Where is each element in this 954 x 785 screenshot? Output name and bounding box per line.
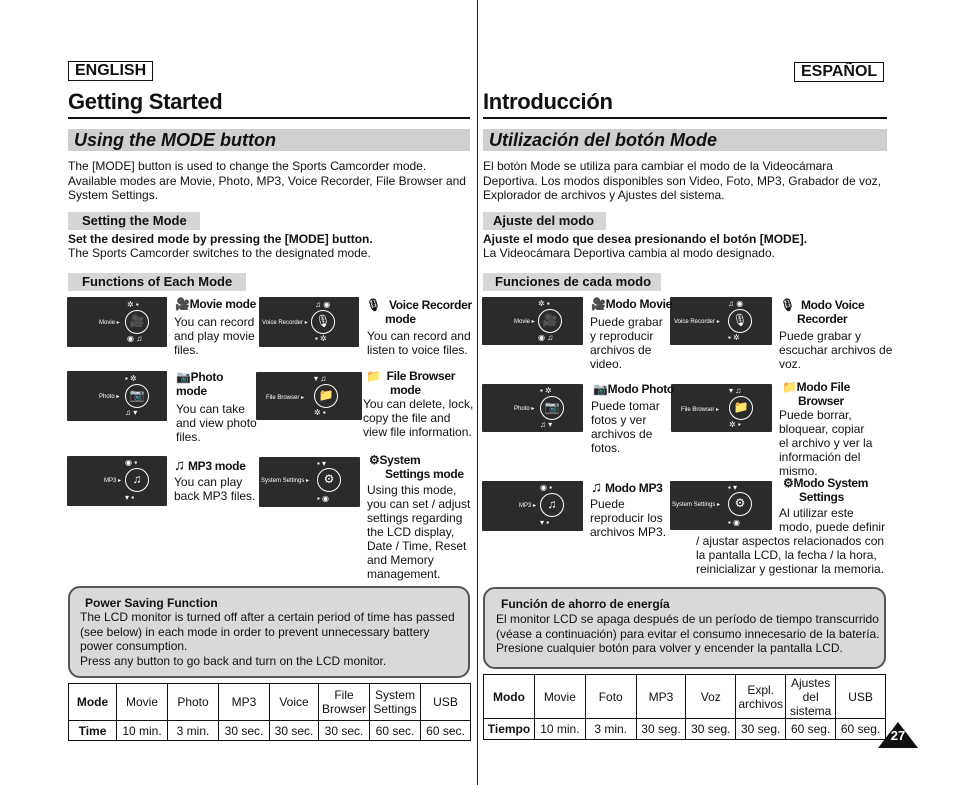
microphone-icon: 🎙	[311, 310, 335, 334]
intro-text-spanish: El botón Mode se utiliza para cambiar el modo de la Videocámara Deportiva. Los modos disponibles son Video, Foto, MP3, Grabador de voz, Explorador de archivos y Ajustes del sistema.	[483, 159, 881, 202]
subheading-setting-mode: Setting the Mode	[68, 212, 200, 230]
photo-mode-text-es: Puede tomar fotos y ver archivos de fotos.	[591, 399, 660, 455]
voice-mode-text-es: Puede grabar y escuchar archivos de voz.	[779, 329, 893, 371]
movie-icon: 🎥	[591, 297, 606, 311]
language-label-english: ENGLISH	[68, 61, 153, 81]
lcd-photo-mode: Photo ▸ 📷 ▪ ✲ ♫ ▾	[67, 371, 167, 421]
file-browser-mode-heading-es: 📁Modo File Browser	[782, 380, 850, 408]
gear-icon: ⚙	[317, 468, 341, 492]
microphone-icon: 🎙	[366, 298, 381, 312]
mp3-mode-text-es: Puede reproducir los archivos MP3.	[590, 497, 667, 539]
lcd-movie-mode: Movie ▸ 🎥 ✲ ▪ ◉ ♫	[67, 297, 167, 347]
lcd-mp3-mode-es: MP3 ▸ ♫ ◉ ▪ ▾ ▪	[482, 481, 583, 531]
section-heading-spanish: Utilización del botón Mode	[483, 129, 887, 151]
power-saving-box-english	[68, 586, 470, 678]
lcd-file-browser-mode-es: File Browser ▸ 📁 ▾ ♫ ✲ ▪	[671, 384, 772, 432]
page-title-english: Getting Started	[68, 89, 223, 114]
lcd-photo-mode-es: Photo ▸ 📷 ▪ ✲ ♫ ▾	[482, 384, 583, 432]
lcd-mp3-mode: MP3 ▸ ♫ ◉ ▪ ▾ ▪	[67, 456, 167, 506]
photo-mode-heading-es: 📷Modo Photo	[593, 382, 674, 396]
camera-icon: 📷	[176, 370, 191, 384]
folder-icon: 📁	[314, 384, 338, 408]
power-saving-text: The LCD monitor is turned off after a certain period of time has passed (see below) in each mode in order to prevent unnecessary battery power consumption. Press any button to go back and turn on the LCD monitor.	[80, 610, 455, 668]
subheading-functions: Functions of Each Mode	[68, 273, 246, 291]
title-rule	[483, 117, 887, 119]
title-rule	[68, 117, 470, 119]
music-note-icon: ♫	[591, 479, 602, 496]
power-saving-table-english: Mode Movie Photo MP3 Voice File Browser System Settings USB Time 10 min. 3 min. 30 sec. 30 sec. 30 sec. 60 sec. 60 sec.	[68, 683, 471, 741]
camera-icon: 📷	[593, 382, 608, 396]
movie-icon: 🎥	[175, 297, 190, 311]
folder-icon: 📁	[782, 380, 797, 394]
system-settings-mode-heading-es: ⚙Modo System Settings	[783, 476, 869, 504]
system-settings-mode-text-es-1: Al utilizar este modo, puede definir	[779, 506, 886, 534]
folder-icon: 📁	[366, 369, 381, 383]
file-browser-mode-text: You can delete, lock, copy the file and view file information.	[363, 397, 474, 439]
camera-icon: 📷	[125, 384, 149, 408]
subheading-funciones: Funciones de cada modo	[483, 273, 661, 291]
photo-mode-text: You can take and view photo files.	[176, 402, 257, 444]
mp3-mode-text: You can play back MP3 files.	[174, 475, 256, 503]
setting-text: The Sports Camcorder switches to the designated mode.	[68, 246, 371, 260]
microphone-icon: 🎙	[780, 298, 795, 312]
mp3-mode-heading: ♫ MP3 mode	[174, 457, 246, 474]
music-note-icon: ♫	[540, 493, 564, 517]
music-note-icon: ♫	[174, 457, 185, 474]
lcd-movie-mode-es: Movie ▸ 🎥 ✲ ▪ ◉ ♫	[482, 297, 583, 345]
power-saving-box-spanish	[483, 587, 886, 669]
mp3-mode-heading-es: ♫ Modo MP3	[591, 479, 663, 496]
gear-icon: ⚙	[728, 492, 752, 516]
intro-text-english: The [MODE] button is used to change the Sports Camcorder mode. Available modes are Movie, Photo, MP3, Voice Recorder, File Browser and System Settings.	[68, 159, 466, 202]
page-title-spanish: Introducción	[483, 89, 613, 114]
system-settings-mode-heading: ⚙System Settings mode	[369, 453, 464, 481]
music-note-icon: ♫	[125, 468, 149, 492]
system-settings-mode-text-es-2: / ajustar aspectos relacionados con la pantalla LCD, la fecha / la hora, reinicializar y gestionar la memoria.	[696, 534, 885, 576]
lcd-voice-mode: Voice Recorder ▸ 🎙 ♫ ◉ ▪ ✲	[259, 297, 359, 347]
lcd-system-settings-mode-es: System Settings ▸ ⚙ ▪ ▾ ▪ ◉	[670, 481, 772, 530]
movie-mode-heading: 🎥Movie mode	[175, 297, 257, 311]
movie-icon: 🎥	[538, 309, 562, 333]
file-browser-mode-text-es: Puede borrar, bloquear, copiar el archivo y ver la información del mismo.	[779, 408, 873, 478]
ajuste-instruction: Ajuste el modo que desea presionando el botón [MODE].	[483, 232, 808, 246]
subheading-ajuste-modo: Ajuste del modo	[483, 212, 606, 230]
ajuste-text: La Videocámara Deportiva cambia al modo designado.	[483, 246, 775, 260]
movie-mode-heading-es: 🎥Modo Movie	[591, 297, 672, 311]
camera-icon: 📷	[540, 396, 564, 420]
file-browser-mode-heading: 📁 File Browser mode	[366, 369, 456, 397]
lcd-voice-mode-es: Voice Recorder ▸ 🎙 ♫ ◉ ▪ ✲	[670, 297, 772, 345]
page-number: 27	[890, 728, 906, 743]
section-heading-english: Using the MODE button	[68, 129, 470, 151]
voice-mode-text: You can record and listen to voice files.	[367, 329, 471, 357]
power-saving-text-es: El monitor LCD se apaga después de un período de tiempo transcurrido (véase a continuación) para evitar el consumo innecesario de la batería. Presione cualquier botón para volver y encender la pantalla LCD.	[496, 612, 880, 655]
gear-icon: ⚙	[783, 476, 794, 490]
lcd-system-settings-mode: System Settings ▸ ⚙ ▪ ▾ ▪ ◉	[259, 457, 360, 507]
folder-icon: 📁	[729, 396, 753, 420]
movie-mode-text-es: Puede grabar y reproducir archivos de video.	[590, 315, 663, 371]
power-saving-heading: Power Saving Function	[85, 596, 218, 610]
system-settings-mode-text: Using this mode, you can set / adjust settings regarding the LCD display, Date / Time, Reset and Memory management.	[367, 483, 471, 581]
voice-mode-heading: 🎙 Voice Recorder mode	[366, 298, 472, 326]
movie-icon: 🎥	[125, 310, 149, 334]
center-divider	[477, 0, 478, 785]
movie-mode-text: You can record and play movie files.	[174, 315, 255, 357]
language-label-spanish: ESPAÑOL	[794, 62, 884, 82]
setting-instruction: Set the desired mode by pressing the [MODE] button.	[68, 232, 373, 246]
photo-mode-heading: 📷Photo mode	[176, 370, 224, 398]
voice-mode-heading-es: 🎙 Modo Voice Recorder	[780, 298, 865, 326]
microphone-icon: 🎙	[728, 309, 752, 333]
power-saving-heading-es: Función de ahorro de energía	[501, 597, 670, 611]
power-saving-table-spanish: Modo Movie Foto MP3 Voz Expl. archivos Ajustes del sistema USB Tiempo 10 min. 3 min. 30 seg. 30 seg. 30 seg. 60 seg. 60 seg.	[483, 674, 886, 740]
lcd-file-browser-mode: File Browser ▸ 📁 ▾ ♫ ✲ ▪	[256, 372, 362, 420]
gear-icon: ⚙	[369, 453, 380, 467]
